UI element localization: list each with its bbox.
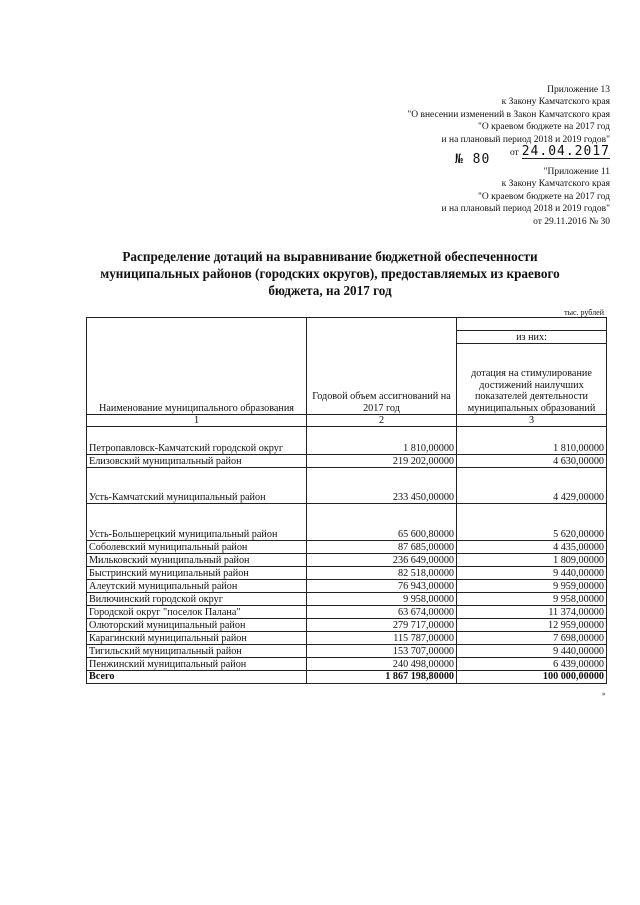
total-value: 9 958,00000 <box>307 593 457 606</box>
stimulus-value: 6 439,00000 <box>457 658 607 671</box>
total-label: Всего <box>87 671 307 683</box>
table-row <box>87 645 607 658</box>
column-number: 3 <box>457 415 607 427</box>
total-value: 240 498,00000 <box>307 658 457 671</box>
stimulus-value: 9 958,00000 <box>457 593 607 606</box>
stimulus-value: 4 429,00000 <box>457 468 607 504</box>
district-name: Соболевский муниципальный район <box>87 541 307 554</box>
table-row <box>87 541 607 554</box>
table-row <box>87 619 607 632</box>
appendix-13-header <box>407 84 610 159</box>
appendix-13-line: "О краевом бюджете на 2017 год <box>478 122 610 133</box>
stimulus-value: 1 810,00000 <box>457 427 607 455</box>
column-number: 1 <box>87 415 307 427</box>
district-name: Алеутский муниципальный район <box>87 580 307 593</box>
total-value: 87 685,00000 <box>307 541 457 554</box>
subsidy-table <box>86 317 607 684</box>
stimulus-value: 9 440,00000 <box>457 567 607 580</box>
district-name: Усть-Камчатский муниципальный район <box>87 468 307 504</box>
appendix-11-line: "О краевом бюджете на 2017 год <box>478 191 610 202</box>
district-name: Олюторский муниципальный район <box>87 619 307 632</box>
district-name: Усть-Большерецкий муниципальный район <box>87 504 307 541</box>
column-number-row <box>87 415 607 427</box>
stimulus-value: 12 959,00000 <box>457 619 607 632</box>
district-name: Елизовский муниципальный район <box>87 455 307 468</box>
appendix-11-line: "Приложение 11 <box>543 167 610 177</box>
table-row <box>87 593 607 606</box>
appendix-13-line: и на плановый период 2018 и 2019 годов" <box>441 134 610 145</box>
total-value: 236 649,00000 <box>307 554 457 567</box>
table-row <box>87 468 607 504</box>
table-row <box>87 554 607 567</box>
total-value: 233 450,00000 <box>307 468 457 504</box>
table-row <box>87 567 607 580</box>
total-value: 65 600,80000 <box>307 504 457 541</box>
appendix-13-line: Приложение 13 <box>547 85 610 95</box>
appendix-11-header <box>442 166 610 228</box>
date-prefix: от <box>509 147 519 158</box>
total-value: 219 202,00000 <box>307 455 457 468</box>
total-value: 153 707,00000 <box>307 645 457 658</box>
header-total: Годовой объем ассигнований на 2017 год <box>307 318 457 415</box>
district-name: Вилючинский городской округ <box>87 593 307 606</box>
total-value: 82 518,00000 <box>307 567 457 580</box>
appendix-11-line: к Закону Камчатского края <box>501 179 610 190</box>
table-row <box>87 580 607 593</box>
adoption-date <box>510 146 610 159</box>
district-name: Городской округ "поселок Палана" <box>87 606 307 619</box>
stimulus-value: 1 809,00000 <box>457 554 607 567</box>
table-row <box>87 632 607 645</box>
total-value: 63 674,00000 <box>307 606 457 619</box>
table-row <box>87 455 607 468</box>
district-name: Петропавловск-Камчатский городской округ <box>87 427 307 455</box>
district-name: Пенжинский муниципальный район <box>87 658 307 671</box>
stimulus-value: 9 959,00000 <box>457 580 607 593</box>
stimulus-value: 4 435,00000 <box>457 541 607 554</box>
total-value: 76 943,00000 <box>307 580 457 593</box>
table-row <box>87 658 607 671</box>
handwritten-date: 24.04.2017 <box>521 144 610 160</box>
table-row <box>87 606 607 619</box>
district-name: Быстринский муниципальный район <box>87 567 307 580</box>
end-mark: » <box>602 690 606 698</box>
header-name: Наименование муниципального образования <box>87 318 307 415</box>
stimulus-value: 11 374,00000 <box>457 606 607 619</box>
total-stimulus: 100 000,00000 <box>457 671 607 683</box>
unit-label: тыс. рублей <box>564 308 604 317</box>
header-including: из них: <box>457 331 607 344</box>
total-row <box>87 671 607 683</box>
handwritten-law-number: № 80 <box>455 152 491 167</box>
total-value: 1 867 198,80000 <box>307 671 457 683</box>
header-blank-cell <box>457 318 607 331</box>
stimulus-value: 5 620,00000 <box>457 504 607 541</box>
table-row <box>87 504 607 541</box>
table-row <box>87 427 607 455</box>
total-value: 279 717,00000 <box>307 619 457 632</box>
document-title: Распределение дотаций на выравнивание бюджетной обеспеченности муниципальных районов (городских округов), предоставляемых из краевого бюджета, на 2017 год <box>100 249 560 298</box>
stimulus-value: 9 440,00000 <box>457 645 607 658</box>
district-name: Карагинский муниципальный район <box>87 632 307 645</box>
district-name: Тигильский муниципальный район <box>87 645 307 658</box>
total-value: 1 810,00000 <box>307 427 457 455</box>
total-value: 115 787,00000 <box>307 632 457 645</box>
header-stimulus: дотация на стимулирование достижений наилучших показателей деятельности муниципальных образований <box>457 344 607 415</box>
appendix-11-line: от 29.11.2016 № 30 <box>533 216 610 227</box>
district-name: Мильковский муниципальный район <box>87 554 307 567</box>
stimulus-value: 7 698,00000 <box>457 632 607 645</box>
appendix-13-line: "О внесении изменений в Закон Камчатского края <box>407 109 610 120</box>
appendix-13-line: к Закону Камчатского края <box>501 97 610 108</box>
stimulus-value: 4 630,00000 <box>457 455 607 468</box>
column-number: 2 <box>307 415 457 427</box>
appendix-11-line: и на плановый период 2018 и 2019 годов" <box>441 204 610 215</box>
